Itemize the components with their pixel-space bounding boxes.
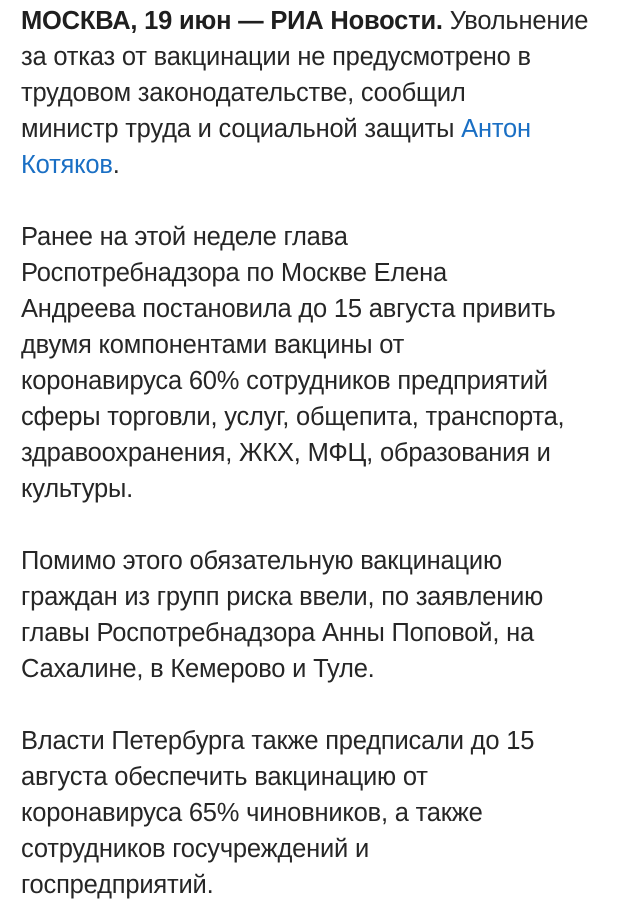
person-link-anton-kotyakov-first-name[interactable]: Антон bbox=[461, 115, 531, 143]
paragraph-2-line: Ранее на этой неделе глава bbox=[21, 223, 348, 251]
paragraph-4-line: августа обеспечить вакцинацию от bbox=[21, 763, 428, 791]
paragraph-4-line: сотрудников госучреждений и bbox=[21, 835, 370, 863]
paragraph-2-line: Роспотребнадзора по Москве Елена bbox=[21, 259, 447, 287]
paragraph-3 bbox=[21, 543, 611, 687]
paragraph-2-line: культуры. bbox=[21, 475, 134, 503]
paragraph-1-line-1-text: Увольнение bbox=[442, 7, 589, 35]
paragraph-2-line: сферы торговли, услуг, общепита, транспорта, bbox=[21, 403, 565, 431]
paragraph-4-line: Власти Петербурга также предписали до 15 bbox=[21, 727, 535, 755]
paragraph-3-line: Сахалине, в Кемерово и Туле. bbox=[21, 655, 375, 683]
paragraph-4-line: госпредприятий. bbox=[21, 871, 214, 899]
paragraph-2 bbox=[21, 219, 611, 507]
paragraph-1-line-4-text: министр труда и социальной защиты bbox=[21, 115, 462, 143]
paragraph-2-line: здравоохранения, ЖКХ, МФЦ, образования и bbox=[21, 439, 551, 467]
paragraph-1-line-3: трудовом законодательстве, сообщил bbox=[21, 79, 466, 107]
paragraph-2-line: двумя компонентами вакцины от bbox=[21, 331, 405, 359]
paragraph-1-line-4 bbox=[21, 111, 611, 147]
paragraph-1-line-5 bbox=[21, 147, 611, 183]
paragraph-4-line: коронавируса 65% чиновников, а также bbox=[21, 799, 483, 827]
paragraph-1 bbox=[21, 3, 611, 183]
dateline: МОСКВА, 19 июн — РИА Новости. bbox=[21, 7, 443, 35]
paragraph-1-line-1 bbox=[21, 3, 611, 39]
news-article bbox=[21, 3, 611, 903]
person-link-anton-kotyakov-last-name[interactable]: Котяков bbox=[21, 151, 113, 179]
paragraph-4 bbox=[21, 723, 611, 903]
paragraph-3-line: Помимо этого обязательную вакцинацию bbox=[21, 547, 502, 575]
paragraph-2-line: Андреева постановила до 15 августа привить bbox=[21, 295, 556, 323]
paragraph-1-line-2: за отказ от вакцинации не предусмотрено в bbox=[21, 43, 531, 71]
paragraph-3-line: главы Роспотребнадзора Анны Поповой, на bbox=[21, 619, 534, 647]
paragraph-2-line: коронавируса 60% сотрудников предприятий bbox=[21, 367, 548, 395]
paragraph-3-line: граждан из групп риска ввели, по заявлению bbox=[21, 583, 544, 611]
paragraph-1-line-5-tail: . bbox=[112, 151, 120, 179]
